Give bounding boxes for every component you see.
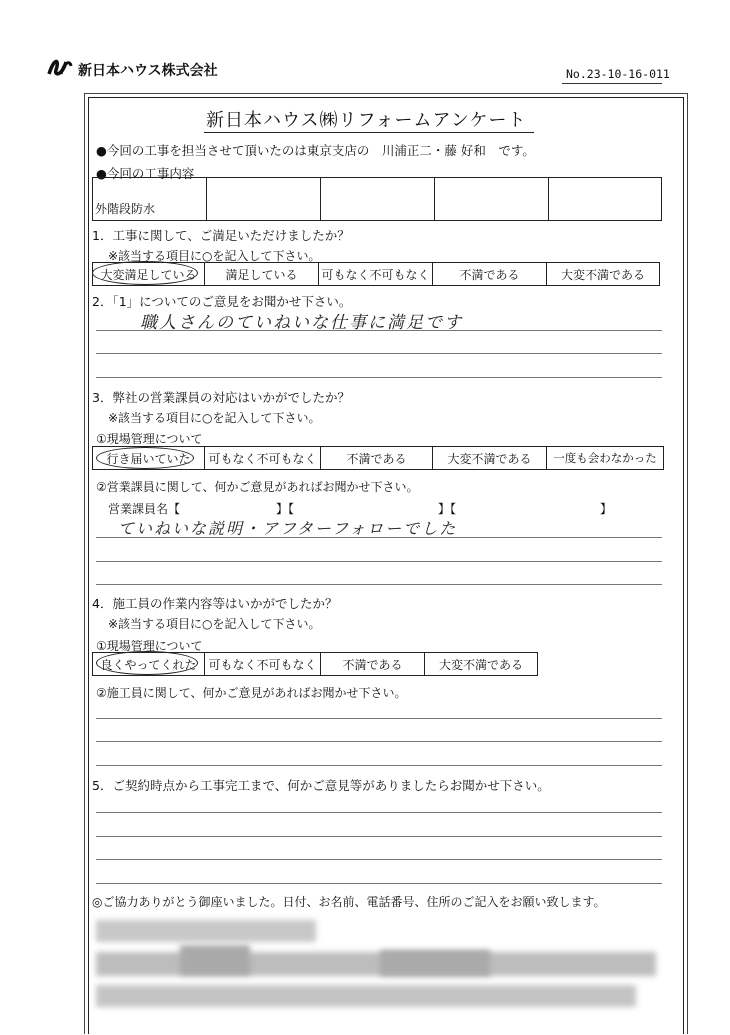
answer-line	[96, 741, 662, 742]
q3-option[interactable]: 一度も会わなかった	[553, 451, 657, 465]
q3-selection-circle	[96, 447, 194, 469]
work-cell	[93, 178, 207, 220]
answer-line	[96, 765, 662, 766]
q4-selection-circle	[96, 651, 198, 675]
answer-line	[96, 377, 662, 378]
q4-note: ※該当する項目に○を記入して下さい。	[108, 617, 321, 631]
answer-line	[96, 812, 662, 813]
q1-selection-circle	[92, 261, 198, 285]
q1-option[interactable]: 不満である	[433, 263, 547, 285]
company-name: 新日本ハウス株式会社	[78, 63, 218, 79]
answer-line	[96, 537, 662, 538]
intro-text: ●今回の工事を担当させて頂いたのは東京支店の 川浦正二・藤 好和 です。	[96, 143, 535, 158]
answer-line	[96, 353, 662, 354]
page-title: 新日本ハウス㈱リフォームアンケート	[206, 110, 527, 131]
q1-option[interactable]: 満足している	[205, 263, 319, 285]
redacted-block	[96, 985, 636, 1007]
q3-handwritten-answer: ていねいな説明・アフターフォローでした	[118, 519, 458, 538]
answer-line	[96, 330, 662, 331]
work-cell	[321, 178, 435, 220]
q4-option[interactable]: 可もなく不可もなく	[205, 653, 321, 675]
footer-note: ◎ご協力ありがとう御座いました。日付、お名前、電話番号、住所のご記入をお願い致します。	[92, 895, 606, 909]
answer-line	[96, 859, 662, 860]
q2-handwritten-answer: 職人さんのていねいな仕事に満足です	[140, 313, 463, 333]
work-item-text: 外階段防水	[95, 202, 156, 216]
q4-option[interactable]: 不満である	[321, 653, 425, 675]
q1-option[interactable]: 可もなく不可もなく	[319, 263, 433, 285]
q3-sub1: ①現場管理について	[96, 432, 203, 446]
q4-question: 4．施工員の作業内容等はいかがでしたか？	[92, 596, 338, 611]
answer-line	[96, 584, 662, 585]
answer-line	[96, 718, 662, 719]
q1-note: ※該当する項目に○を記入して下さい。	[108, 249, 321, 263]
redacted-block	[380, 950, 490, 976]
work-cell	[549, 178, 661, 220]
q3-option[interactable]: 行き届いていた	[93, 447, 205, 469]
q1-question: 1．工事に関して、ご満足いただけましたか？	[92, 228, 350, 243]
q4-sub2: ②施工員に関して、何かご意見があればお聞かせ下さい。	[96, 686, 407, 700]
sales-staff-name-field: 営業課員名【 】【 】【 】	[108, 502, 613, 516]
work-cell	[435, 178, 549, 220]
q2-question: 2．「1」についてのご意見をお聞かせ下さい。	[92, 294, 352, 309]
document-number-underline	[562, 83, 662, 84]
document-number: No.23-10-16-011	[566, 67, 670, 81]
q3-question: 3．弊社の営業課員の対応はいかがでしたか？	[92, 390, 350, 405]
q1-option[interactable]: 大変不満である	[560, 267, 645, 282]
q1-option[interactable]: 大変満足している	[93, 263, 205, 285]
redacted-block	[180, 945, 250, 975]
company-logo-icon	[46, 56, 74, 78]
answer-line	[96, 836, 662, 837]
q5-question: 5．ご契約時点から工事完工まで、何かご意見等がありましたらお聞かせ下さい。	[92, 778, 550, 793]
work-cell	[207, 178, 321, 220]
q4-sub1: ①現場管理について	[96, 639, 203, 653]
title-underline	[204, 132, 534, 133]
work-content-table	[92, 177, 662, 221]
q3-note: ※該当する項目に○を記入して下さい。	[108, 411, 321, 425]
answer-line	[96, 883, 662, 884]
q3-option[interactable]: 可もなく不可もなく	[205, 447, 321, 469]
q3-option[interactable]: 不満である	[321, 447, 433, 469]
answer-line	[96, 561, 662, 562]
work-heading: ●今回の工事内容	[96, 166, 195, 181]
q4-option[interactable]: 大変不満である	[438, 657, 523, 672]
q4-option[interactable]: 良くやってくれた	[93, 653, 205, 675]
q3-option[interactable]: 大変不満である	[433, 447, 547, 469]
redacted-block	[96, 920, 316, 942]
q3-sub2: ②営業課員に関して、何かご意見があればお聞かせ下さい。	[96, 480, 419, 494]
